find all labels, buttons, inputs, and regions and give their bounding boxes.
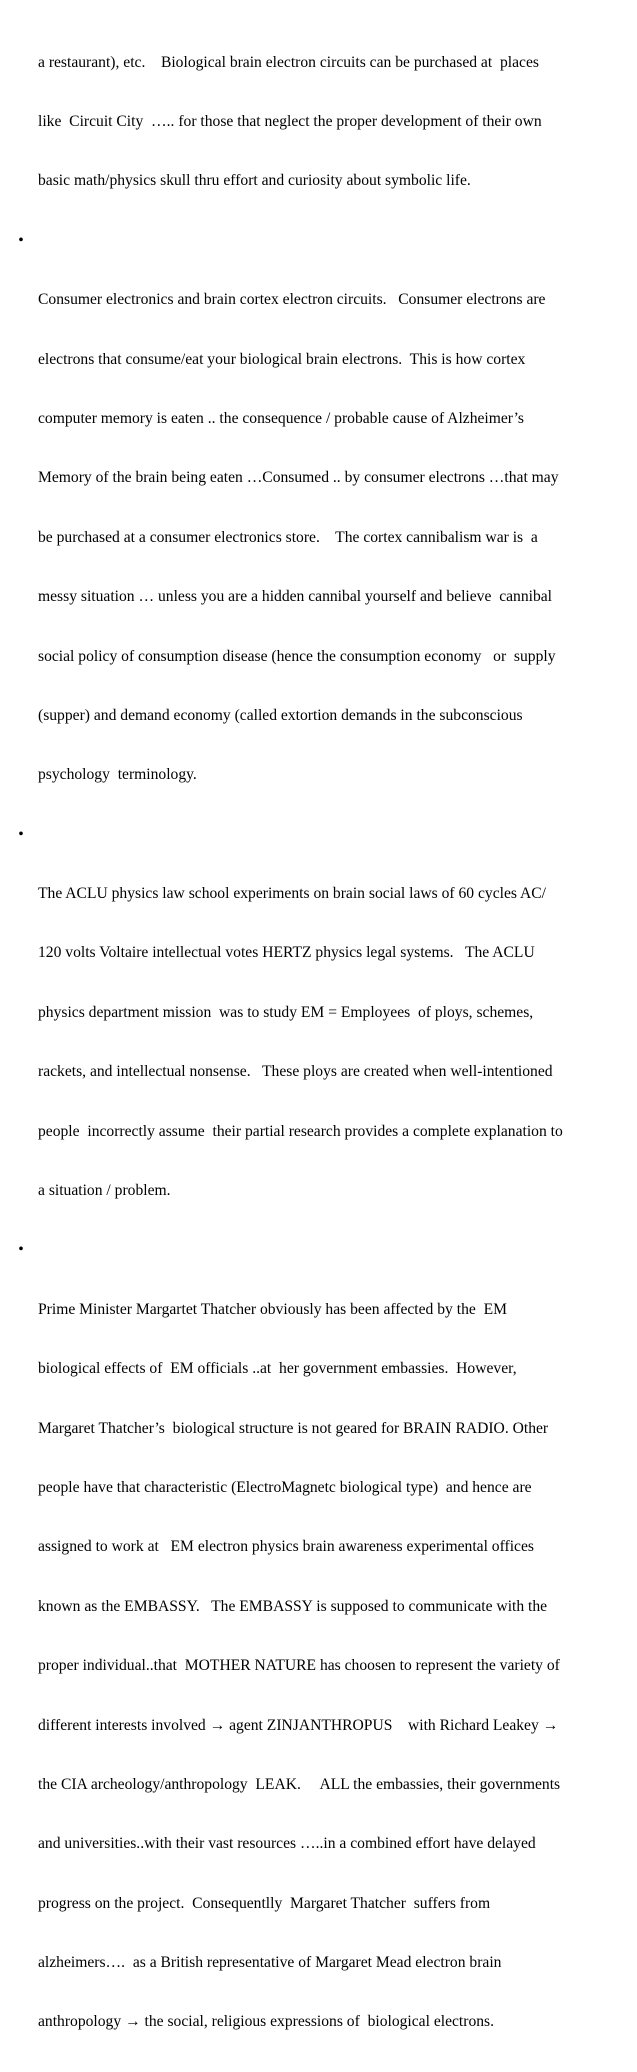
text-line: a situation / problem. [38, 1182, 171, 1200]
text-line: Memory of the brain being eaten …Consumed .. by consumer electrons …that may [38, 469, 559, 487]
text-line: people have that characteristic (ElectroMagnetc biological type) and hence are [38, 1478, 532, 1496]
bullet-item-thatcher [14, 1240, 627, 2071]
text-line: people incorrectly assume their partial research provides a complete explanation to [38, 1122, 563, 1140]
text-line: a restaurant), etc. Biological brain electron circuits can be purchased at places [38, 53, 539, 71]
text-line: psychology terminology. [38, 766, 197, 784]
text-line: progress on the project. Consequentlly Margaret Thatcher suffers from [38, 1894, 491, 1912]
text-line: Consumer electronics and brain cortex electron circuits. Consumer electrons are [38, 291, 546, 309]
text-line: the CIA archeology/anthropology LEAK. ALL the embassies, their governments [38, 1775, 561, 1793]
text-line: The ACLU physics law school experiments on brain social laws of 60 cycles AC/ [38, 885, 546, 903]
text-line: proper individual..that MOTHER NATURE has choosen to represent the variety of [38, 1657, 560, 1675]
bullet-item-consumer-electronics [14, 231, 627, 825]
bullet-icon: • [18, 825, 24, 843]
text-line: like Circuit City ….. for those that neglect the proper development of their own [38, 112, 542, 130]
text-line: physics department mission was to study EM = Employees of ploys, schemes, [38, 1003, 534, 1021]
text-line: rackets, and intellectual nonsense. These ploys are created when well-intentioned [38, 1063, 553, 1081]
text-line: messy situation … unless you are a hidden cannibal yourself and believe cannibal [38, 588, 553, 606]
text-line: anthropology → the social, religious expressions of biological electrons. [38, 2013, 495, 2031]
text-line: assigned to work at EM electron physics brain awareness experimental offices [38, 1538, 534, 1556]
continuation-paragraph [14, 13, 627, 231]
text-line: social policy of consumption disease (hence the consumption economy or supply [38, 647, 556, 665]
text-line: alzheimers…. as a British representative of Margaret Mead electron brain [38, 1954, 502, 1972]
bullet-icon: • [18, 231, 24, 249]
bullet-icon: • [18, 1241, 24, 1259]
text-line: be purchased at a consumer electronics store. The cortex cannibalism war is a [38, 528, 538, 546]
bullet-item-aclu-physics [14, 825, 627, 1241]
text-line: electrons that consume/eat your biological brain electrons. This is how cortex [38, 350, 526, 368]
text-line: and universities..with their vast resources …..in a combined effort have delayed [38, 1835, 536, 1853]
text-line: Prime Minister Margartet Thatcher obviously has been affected by the EM [38, 1300, 507, 1318]
text-line: 120 volts Voltaire intellectual votes HERTZ physics legal systems. The ACLU [38, 944, 535, 962]
text-line: computer memory is eaten .. the consequence / probable cause of Alzheimer’s [38, 409, 524, 427]
text-line: known as the EMBASSY. The EMBASSY is supposed to communicate with the [38, 1597, 548, 1615]
text-line: basic math/physics skull thru effort and curiosity about symbolic life. [38, 172, 471, 190]
text-line: biological effects of EM officials ..at her government embassies. However, [38, 1360, 517, 1378]
text-line: (supper) and demand economy (called extortion demands in the subconscious [38, 706, 523, 724]
bullet-list [14, 231, 627, 2072]
text-line: Margaret Thatcher’s biological structure is not geared for BRAIN RADIO. Other [38, 1419, 549, 1437]
text-line: different interests involved → agent ZINJANTHROPUS with Richard Leakey → [38, 1716, 559, 1734]
